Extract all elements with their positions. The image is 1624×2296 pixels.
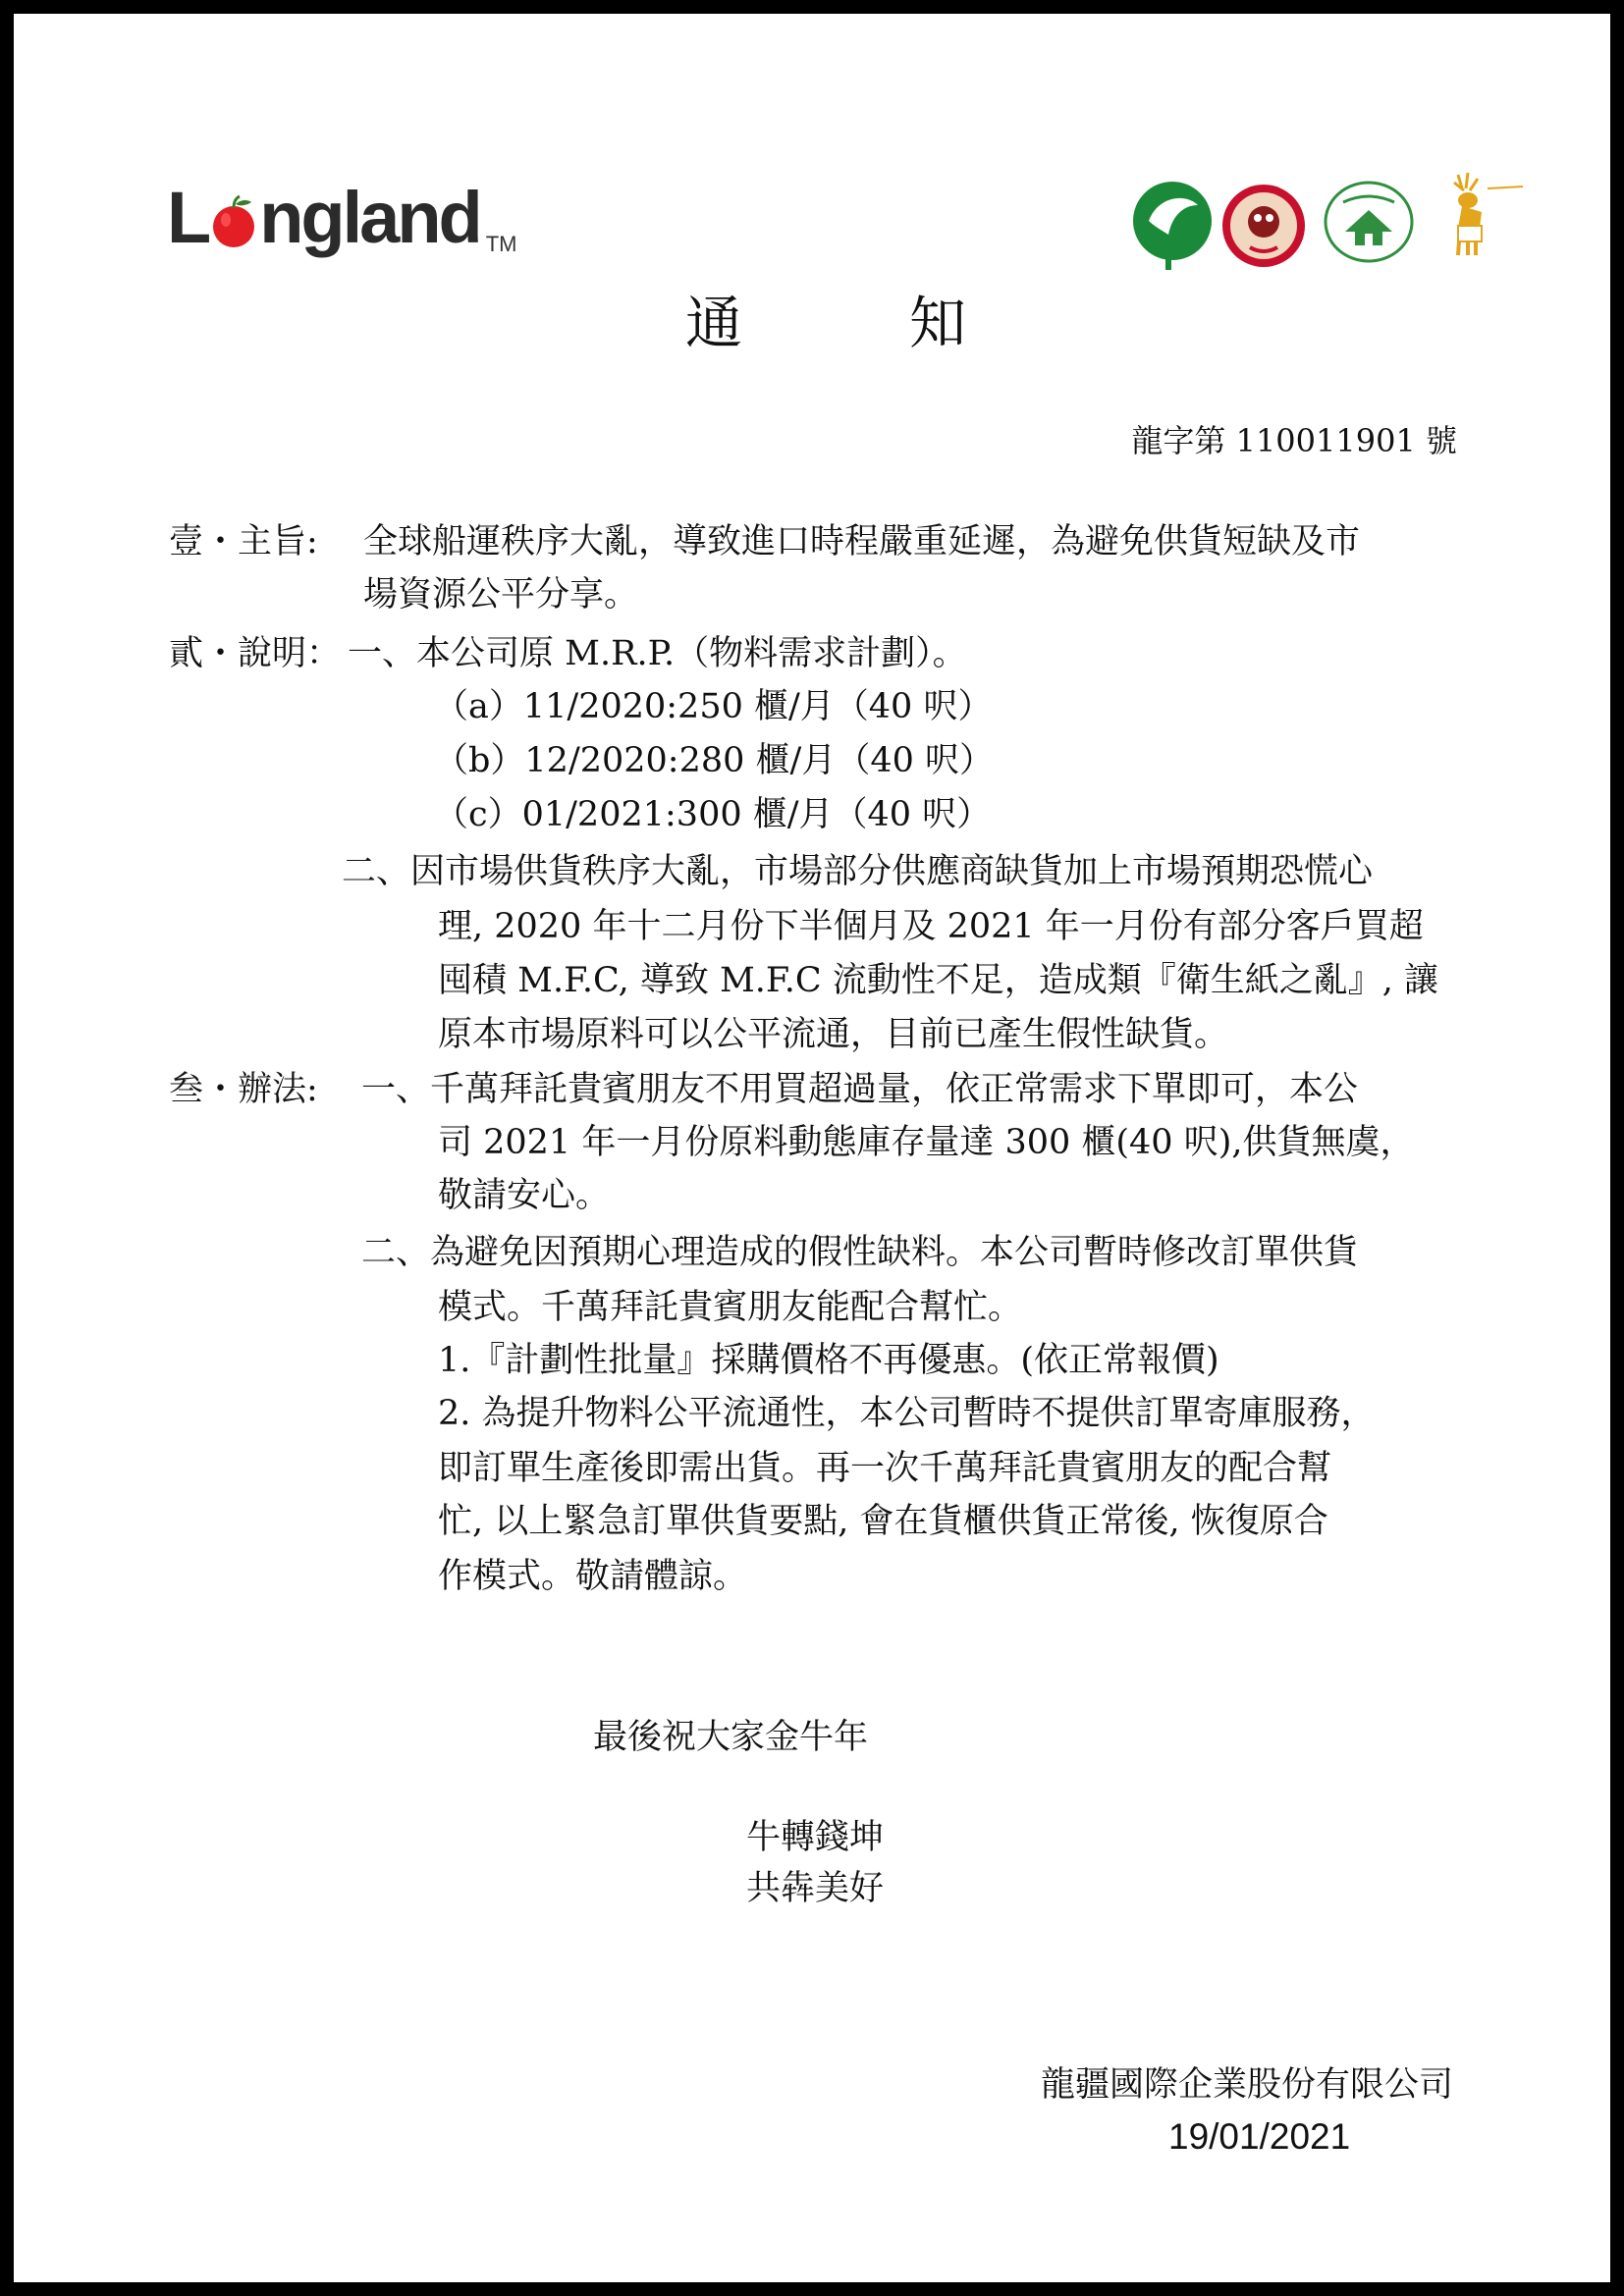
section3-item1-line2: 司 2021 年一月份原料動態庫存量達 300 櫃(40 呎),供貨無虞，: [438, 1123, 1415, 1162]
section3-item1-line1: 一、千萬拜託貴賓朋友不用買超過量，依正常需求下單即可，本公: [361, 1070, 1359, 1109]
green-mark-icon: [1129, 176, 1216, 274]
section2-item2-line2: 理, 2020 年十二月份下半個月及 2021 年一月份有部分客戶買超: [438, 907, 1424, 946]
antibacterial-seal-icon: [1220, 183, 1307, 269]
closing-greeting: 最後祝大家金牛年: [593, 1718, 869, 1757]
section2-label: 貳・說明：: [169, 634, 342, 673]
notice-title: [14, 277, 1624, 359]
logo-trademark: TM: [485, 232, 517, 256]
apple-icon: [210, 194, 257, 249]
eo-deer-icon: [1429, 169, 1527, 259]
section3-item2-line2: 模式。千萬拜託貴賓朋友能配合幫忙。: [438, 1288, 1023, 1327]
logo-text-ngland: ngland: [259, 177, 480, 258]
section3-point2-line3: 忙, 以上緊急訂單供貨要點, 會在貨櫃供貨正常後, 恢復原合: [438, 1502, 1328, 1541]
section2-item2-line1: 二、因市場供貨秩序大亂，市場部分供應商缺貨加上市場預期恐慌心: [342, 852, 1374, 891]
title-char-2: 知: [909, 290, 967, 356]
section3-item1-line3: 敬請安心。: [438, 1176, 611, 1215]
section2-item2-line3: 囤積 M.F.C, 導致 M.F.C 流動性不足，造成類『衛生紙之亂』, 讓: [438, 961, 1439, 1000]
section2-sub-c: （c）01/2021:300 櫃/月（40 呎）: [434, 795, 992, 834]
section3-label: 叁・辦法:: [169, 1070, 318, 1109]
section2-item2-line4: 原本市場原料可以公平流通，目前已產生假性缺貨。: [438, 1015, 1229, 1054]
document-number: 龍字第 110011901 號: [1131, 422, 1457, 459]
section2-item1: 一、本公司原 M.R.P.（物料需求計劃）。: [348, 634, 967, 673]
section1-line1: 全球船運秩序大亂，導致進口時程嚴重延遲，為避免供貨短缺及市: [363, 522, 1361, 561]
section3-point1: 1.『計劃性批量』採購價格不再優惠。(依正常報價): [438, 1341, 1219, 1380]
section1-label: 壹・主旨:: [169, 522, 318, 561]
section2-sub-b: （b）12/2020:280 櫃/月（40 呎）: [434, 741, 994, 780]
longland-logo: [167, 179, 517, 257]
section2-sub-a: （a）11/2020:250 櫃/月（40 呎）: [434, 687, 993, 726]
section3-point2-line2: 即訂單生產後即需出貨。再一次千萬拜託貴賓朋友的配合幫: [438, 1449, 1332, 1488]
green-building-material-icon: [1324, 181, 1414, 263]
closing-line1: 牛轉錢坤: [746, 1818, 885, 1857]
section3-item2-line1: 二、為避免因預期心理造成的假性缺料。本公司暫時修改訂單供貨: [361, 1233, 1359, 1272]
company-name: 龍疆國際企業股份有限公司: [1040, 2065, 1453, 2105]
section3-point2-line4: 作模式。敬請體諒。: [438, 1557, 748, 1596]
logo-text-l: L: [167, 177, 209, 258]
title-char-1: 通: [684, 290, 742, 356]
closing-line2: 共犇美好: [746, 1869, 885, 1908]
section3-point2-line1: 2. 為提升物料公平流通性，本公司暫時不提供訂單寄庫服務，: [438, 1394, 1376, 1433]
section1-line2: 場資源公平分享。: [363, 575, 639, 614]
document-date: 19/01/2021: [1168, 2116, 1351, 2157]
